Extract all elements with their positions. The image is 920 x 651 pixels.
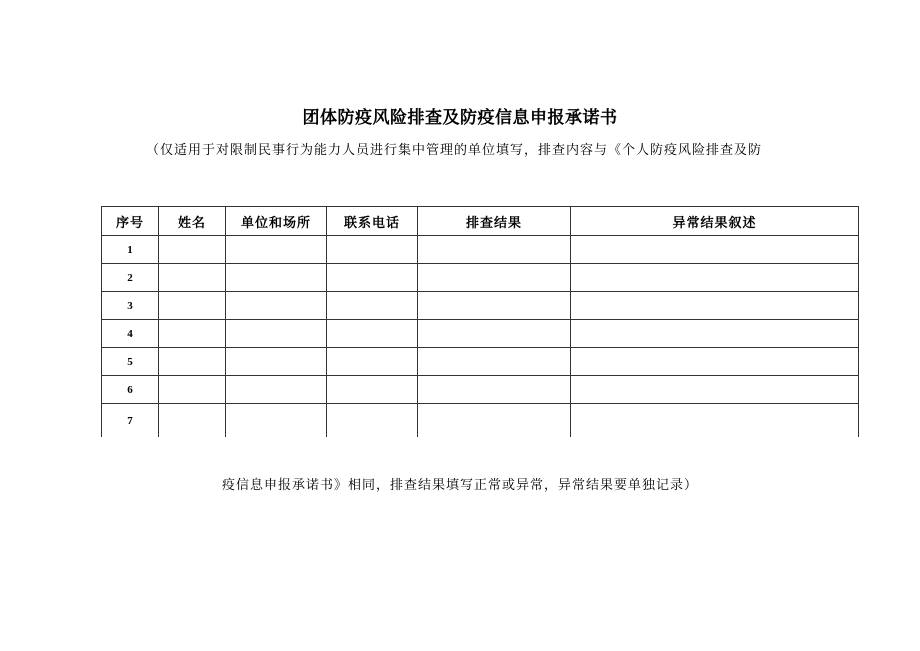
row-number: 4 [102,320,159,348]
phone-cell[interactable] [327,376,418,404]
row-number: 2 [102,264,159,292]
table-row [102,264,859,292]
column-header-index: 序号 [102,207,159,236]
result-cell[interactable] [418,348,571,376]
abnormal-desc-cell[interactable] [571,348,859,376]
result-cell[interactable] [418,376,571,404]
table-row [102,292,859,320]
row-number: 3 [102,292,159,320]
unit-cell[interactable] [226,264,327,292]
column-header-abnormal-desc: 异常结果叙述 [571,207,859,236]
document-subtitle: （仅适用于对限制民事行为能力人员进行集中管理的单位填写，排查内容与《个人防疫风险排查及防 [146,143,763,158]
phone-cell[interactable] [327,236,418,264]
unit-cell[interactable] [226,404,327,438]
table-row [102,404,859,438]
result-cell[interactable] [418,236,571,264]
phone-cell[interactable] [327,292,418,320]
result-cell[interactable] [418,320,571,348]
name-cell[interactable] [159,264,226,292]
abnormal-desc-cell[interactable] [571,404,859,438]
table-row [102,320,859,348]
abnormal-desc-cell[interactable] [571,376,859,404]
column-header-result: 排查结果 [418,207,571,236]
abnormal-desc-cell[interactable] [571,264,859,292]
name-cell[interactable] [159,348,226,376]
abnormal-desc-cell[interactable] [571,236,859,264]
unit-cell[interactable] [226,348,327,376]
abnormal-desc-cell[interactable] [571,320,859,348]
name-cell[interactable] [159,236,226,264]
name-cell[interactable] [159,404,226,438]
result-cell[interactable] [418,404,571,438]
column-header-unit: 单位和场所 [226,207,327,236]
document-title: 团体防疫风险排查及防疫信息申报承诺书 [302,108,618,128]
unit-cell[interactable] [226,292,327,320]
row-number: 1 [102,236,159,264]
phone-cell[interactable] [327,348,418,376]
unit-cell[interactable] [226,320,327,348]
abnormal-desc-cell[interactable] [571,292,859,320]
column-header-name: 姓名 [159,207,226,236]
unit-cell[interactable] [226,376,327,404]
phone-cell[interactable] [327,320,418,348]
name-cell[interactable] [159,320,226,348]
row-number: 6 [102,376,159,404]
phone-cell[interactable] [327,264,418,292]
column-header-phone: 联系电话 [327,207,418,236]
result-cell[interactable] [418,292,571,320]
table-header-row [102,207,859,236]
row-number: 5 [102,348,159,376]
phone-cell[interactable] [327,404,418,438]
unit-cell[interactable] [226,236,327,264]
table-row [102,376,859,404]
name-cell[interactable] [159,292,226,320]
result-cell[interactable] [418,264,571,292]
row-number: 7 [102,404,159,438]
name-cell[interactable] [159,376,226,404]
document-footer-note: 疫信息申报承诺书》相同，排查结果填写正常或异常，异常结果要单独记录） [222,478,699,493]
register-table [101,206,859,437]
table-row [102,236,859,264]
table-row [102,348,859,376]
